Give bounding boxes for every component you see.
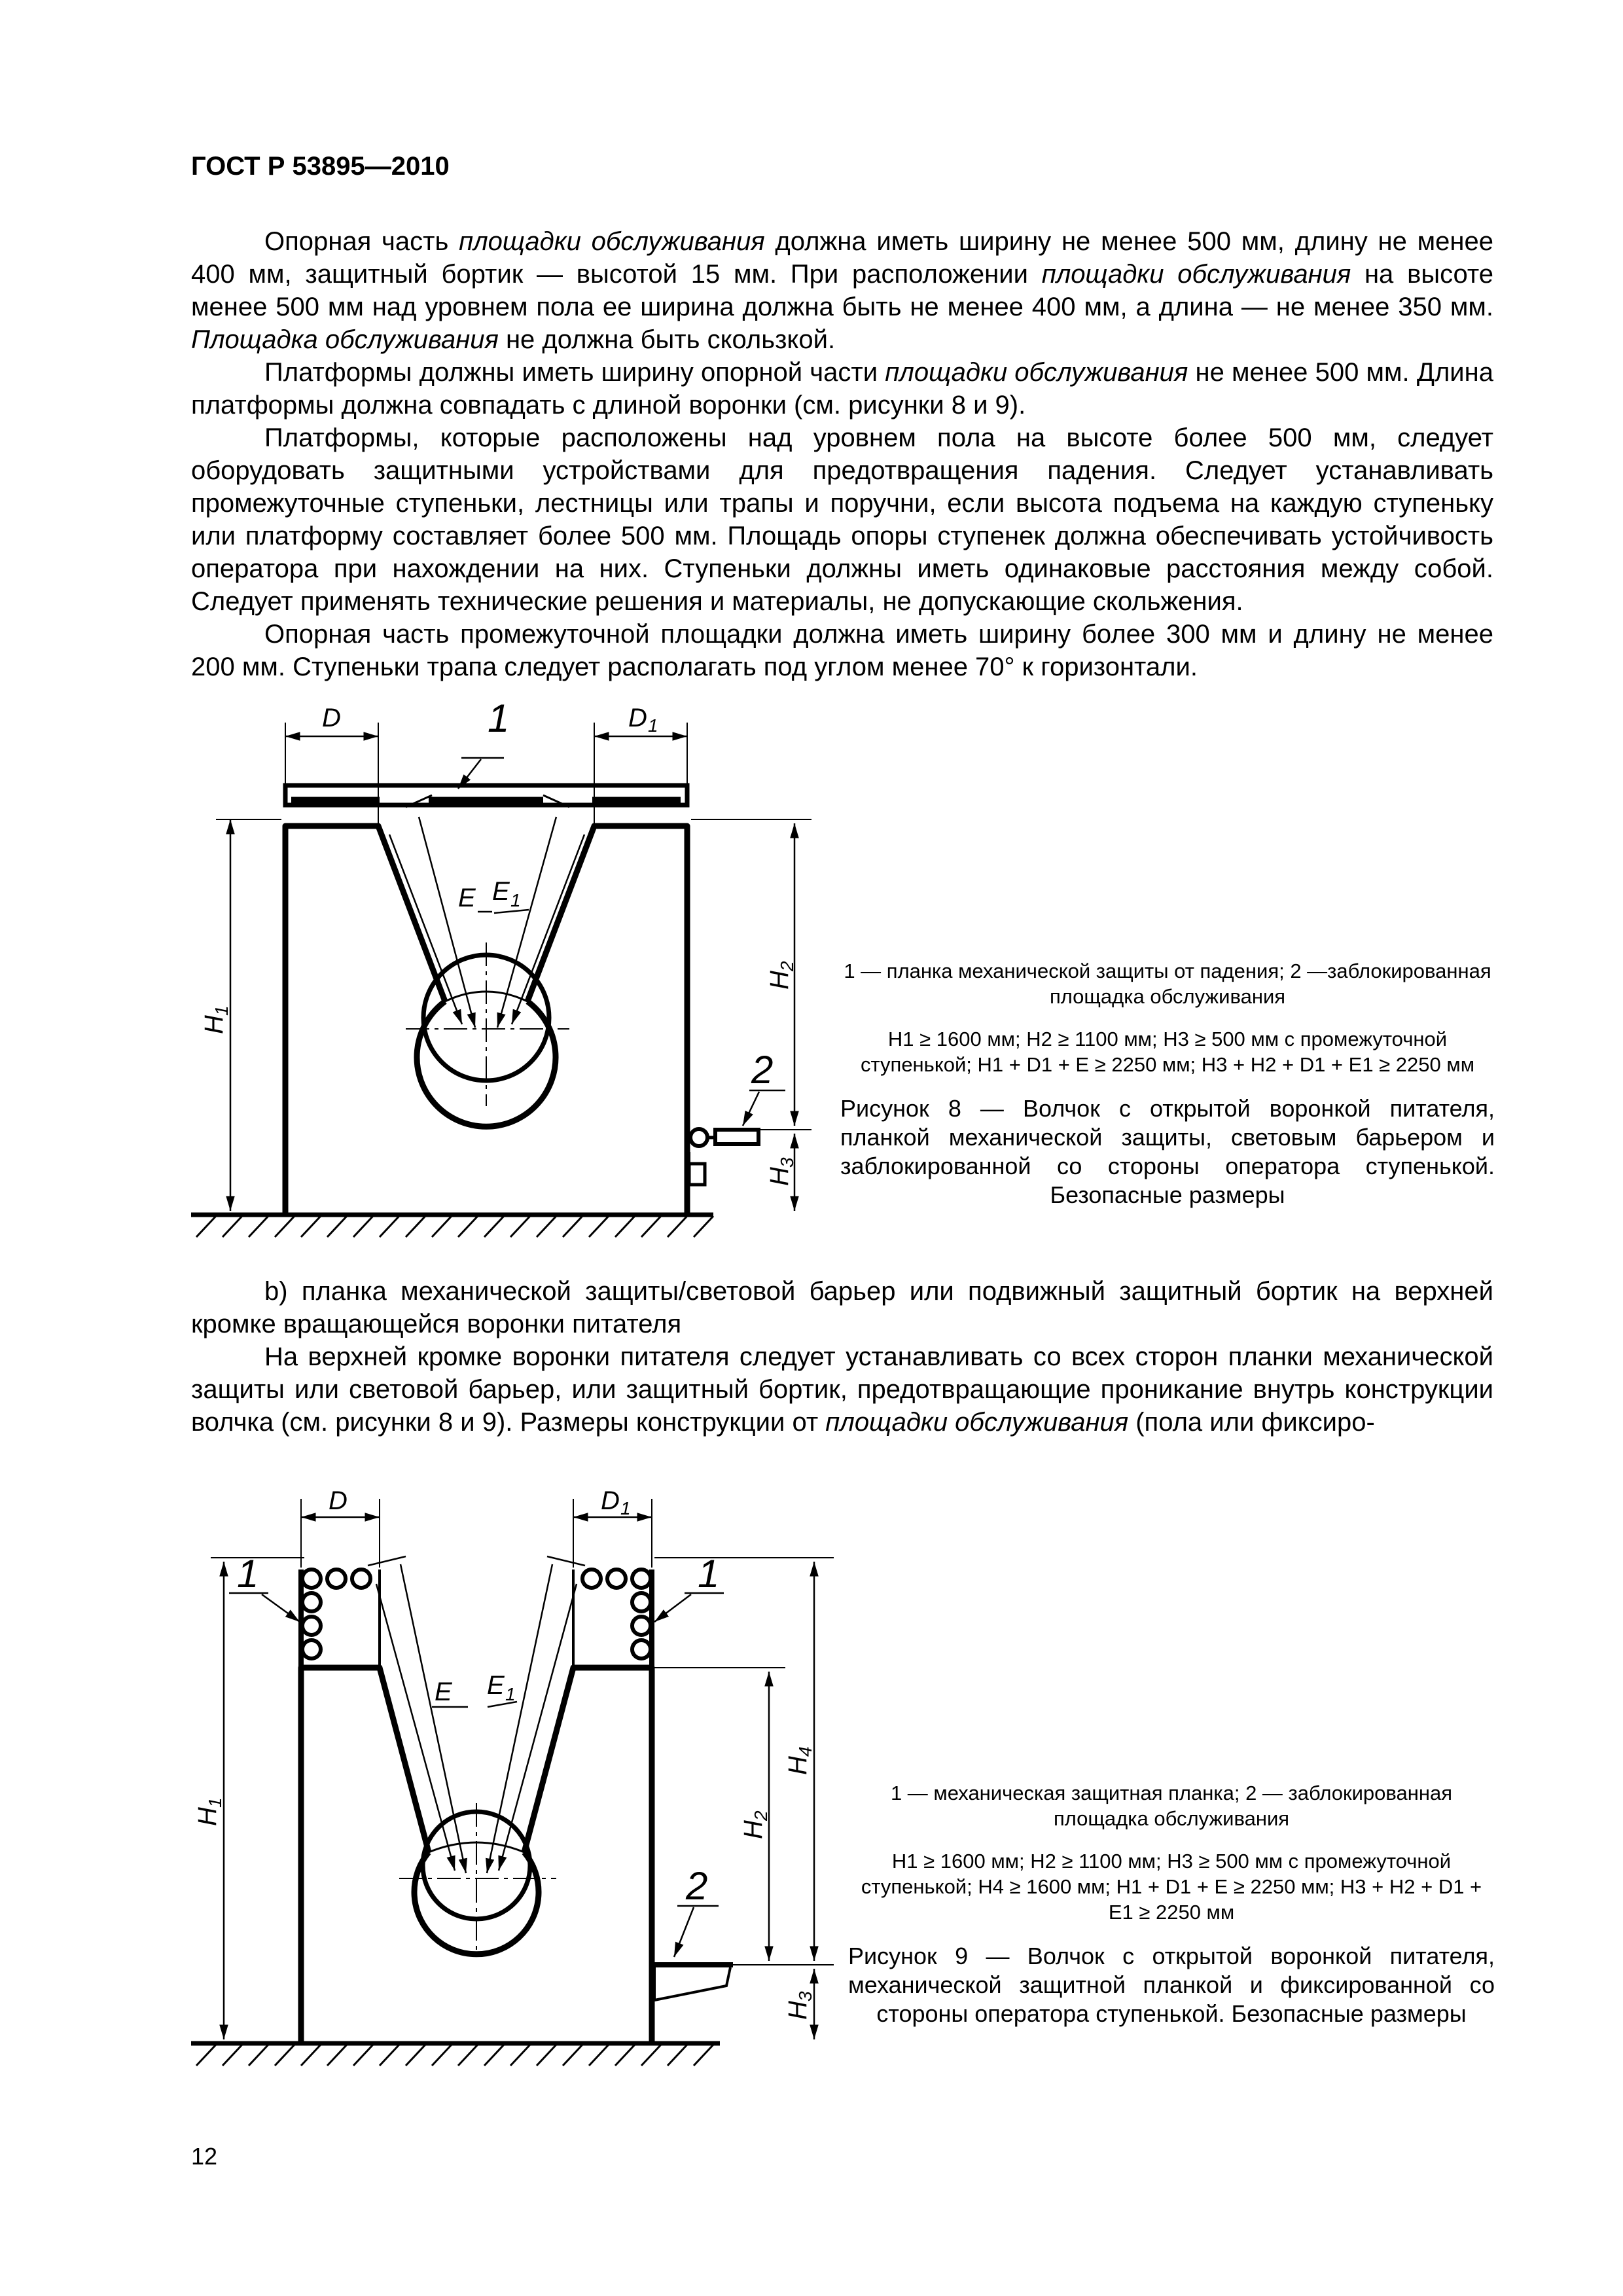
fig8-label-H2: H <box>765 971 794 990</box>
figure-9-caption-block <box>848 1780 1495 2045</box>
svg-text:3: 3 <box>777 1157 797 1168</box>
figure-9-legend: 1 — механическая защитная планка; 2 — заблокированная площадка обслуживания <box>890 1782 1453 1830</box>
fig9-item-1-left: 1 <box>237 1552 259 1596</box>
text-block-1 <box>191 225 1493 683</box>
fig8-item-1: 1 <box>488 696 510 740</box>
figure-9-labels <box>193 1486 815 2020</box>
fig9-label-H4: H <box>783 1756 812 1775</box>
svg-text:1: 1 <box>505 1684 516 1704</box>
fig8-item-2: 2 <box>751 1048 774 1092</box>
figure-8-legend: 1 — планка механической защиты от падения; 2 —заблокированная площадка обслуживания <box>844 960 1491 1008</box>
svg-text:1: 1 <box>205 1797 225 1808</box>
fig8-label-E: E <box>458 884 476 912</box>
figure-8-labels <box>200 696 797 1186</box>
figure-9-title: Рисунок 9 — Волчок с открытой воронкой питателя, механической защитной планкой и фиксированной со стороны оператора ступенькой. Безопасные размеры <box>848 1943 1495 2027</box>
figure-9-conditions: H1 ≥ 1600 мм; H2 ≥ 1100 мм; H3 ≥ 500 мм с промежуточной ступенькой; H4 ≥ 1600 мм; H1 + D1 + E ≥ 2250 мм; H3 + H2 + D1 + E1 ≥ 2250 мм <box>861 1850 1482 1924</box>
fig8-sub-1: 1 <box>648 715 658 736</box>
fig9-item-2: 2 <box>686 1864 708 1908</box>
fig9-label-H1: H <box>193 1807 222 1826</box>
page-number: 12 <box>191 2143 218 2170</box>
figure-8-conditions: H1 ≥ 1600 мм; H2 ≥ 1100 мм; H3 ≥ 500 мм с промежуточной ступенькой; H1 + D1 + E ≥ 2250 мм; H3 + H2 + D1 + E1 ≥ 2250 мм <box>860 1028 1475 1076</box>
fig9-item-1-right: 1 <box>698 1552 720 1596</box>
fig9-label-E1: E <box>487 1671 505 1700</box>
svg-text:2: 2 <box>777 961 797 971</box>
paragraph: На верхней кромке воронки питателя следует устанавливать со всех сторон планки механической защиты или световой барьер, или защитный бортик, предотвращающие проникание внутрь конструкции волчка (см. рисунки 8 и 9). Размеры конструкции от площадки обслуживания (пола или фиксиро- <box>191 1342 1493 1437</box>
text-block-2 <box>191 1275 1493 1439</box>
fig9-label-E: E <box>435 1677 452 1706</box>
fig8-label-H1: H <box>200 1015 228 1034</box>
svg-text:4: 4 <box>795 1746 815 1757</box>
paragraph: Платформы, которые расположены над уровнем пола на высоте более 500 мм, следует оборудовать защитными устройствами для предотвращения падения. Следует устанавливать промежуточные ступеньки, лестницы или трапы и поручни, если высота подъема на каждую ступеньку или платформу составляет более 500 мм. Площадь опоры ступенек должна обеспечивать устойчивость оператора при нахождении на них. Ступеньки должны иметь одинаковые расстояния между собой. Следует применять технические решения и материалы, не допускающие скольжения. <box>191 423 1493 616</box>
paragraph: Платформы должны иметь ширину опорной части площадки обслуживания не менее 500 мм. Длина платформы должна совпадать с длиной воронки (см. рисунки 8 и 9). <box>191 358 1493 420</box>
fig8-label-E1: E <box>492 877 510 906</box>
fig8-label-D1: D <box>628 704 647 732</box>
fig8-label-D: D <box>322 704 341 732</box>
fig9-label-D: D <box>329 1486 348 1515</box>
paragraph: Опорная часть промежуточной площадки должна иметь ширину более 300 мм и длину не менее 200 мм. Ступеньки трапа следует располагать под углом менее 70° к горизонтали. <box>191 620 1493 681</box>
fig8-sub-1b: 1 <box>510 890 521 910</box>
fig8-label-H3: H <box>765 1167 794 1186</box>
svg-text:3: 3 <box>795 1991 815 2001</box>
figure-8-title: Рисунок 8 — Волчок с открытой воронкой питателя, планкой механической защиты, световым барьером и заблокированной со стороны оператора ступенькой. Безопасные размеры <box>840 1095 1495 1208</box>
svg-text:1: 1 <box>211 1005 232 1016</box>
fig9-label-H3: H <box>783 2001 812 2020</box>
svg-text:2: 2 <box>751 1810 771 1821</box>
figure-9-body <box>191 1499 834 2066</box>
paragraph: Опорная часть площадки обслуживания должна иметь ширину не менее 500 мм, длину не менее 400 мм, защитный бортик — высотой 15 мм. При расположении площадки обслуживания на высоте менее 500 мм над уровнем пола ее ширина должна быть не менее 400 мм, а длина — не менее 350 мм. Площадка обслуживания не должна быть скользкой. <box>191 227 1494 354</box>
svg-text:1: 1 <box>620 1498 631 1518</box>
paragraph: b) планка механической защиты/световой барьер или подвижный защитный бортик на верхней кромке вращающейся воронки питателя <box>191 1277 1493 1338</box>
fig9-label-D1: D <box>601 1486 620 1515</box>
fig9-label-H2: H <box>739 1820 768 1839</box>
figure-8-caption-block <box>840 958 1495 1227</box>
figure-8-body <box>191 723 812 1237</box>
document-id-header: ГОСТ Р 53895—2010 <box>191 152 450 181</box>
